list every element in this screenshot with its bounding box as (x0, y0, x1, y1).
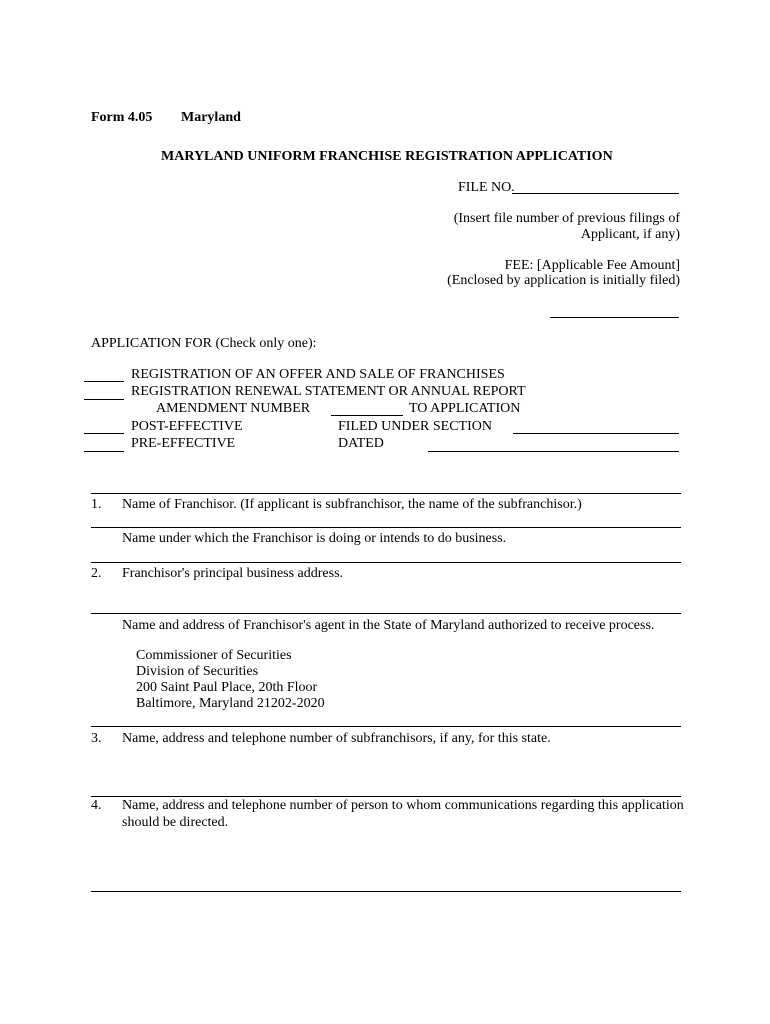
post-effective-label: POST-EFFECTIVE (131, 419, 243, 434)
dated-label: DATED (338, 436, 384, 451)
item2-sub-answer-line[interactable] (91, 726, 681, 727)
dated-field[interactable] (428, 451, 679, 452)
item1-number: 1. (91, 497, 102, 512)
option-renewal: REGISTRATION RENEWAL STATEMENT OR ANNUAL REPORT (131, 384, 526, 399)
agent-line1: Commissioner of Securities (136, 648, 292, 663)
agent-line2: Division of Securities (136, 664, 259, 679)
checkbox-renewal[interactable] (84, 399, 124, 400)
checkbox-registration[interactable] (84, 381, 124, 382)
file-note-line1: (Insert file number of previous filings of (453, 211, 680, 226)
item3-text: Name, address and telephone number of subfranchisors, if any, for this state. (122, 731, 551, 746)
item1-sub-text: Name under which the Franchisor is doing or intends to do business. (122, 531, 507, 546)
agent-line3: 200 Saint Paul Place, 20th Floor (136, 680, 318, 695)
amendment-number-field[interactable] (331, 415, 403, 416)
file-note-line2: Applicant, if any) (580, 227, 680, 242)
item1-sub-answer-line[interactable] (91, 562, 681, 563)
file-no-label: FILE NO. (458, 180, 515, 195)
pre-effective-label: PRE-EFFECTIVE (131, 436, 236, 451)
section-divider (91, 493, 681, 494)
checkbox-pre-effective[interactable] (84, 451, 124, 452)
amendment-label: AMENDMENT NUMBER (156, 401, 311, 416)
item1-text: Name of Franchisor. (If applicant is subfranchisor, the name of the subfranchisor.) (122, 497, 582, 512)
agent-line4: Baltimore, Maryland 21202-2020 (136, 696, 325, 711)
item4-number: 4. (91, 798, 102, 813)
item4-answer-line[interactable] (91, 891, 681, 892)
page-title: MARYLAND UNIFORM FRANCHISE REGISTRATION APPLICATION (161, 149, 613, 164)
filed-under-section-field[interactable] (513, 433, 679, 434)
form-state: Maryland (181, 110, 241, 125)
to-application-label: TO APPLICATION (409, 401, 521, 416)
item2-sub-text: Name and address of Franchisor's agent in the State of Maryland authorized to receive process. (122, 618, 655, 633)
item4-text-line2: should be directed. (122, 815, 229, 830)
item4-text-line1: Name, address and telephone number of person to whom communications regarding this application (122, 798, 684, 813)
item1-answer-line[interactable] (91, 527, 681, 528)
form-number: Form 4.05 (91, 110, 153, 125)
option-registration: REGISTRATION OF AN OFFER AND SALE OF FRANCHISES (131, 367, 505, 382)
item2-answer-line[interactable] (91, 613, 681, 614)
checkbox-post-effective[interactable] (84, 433, 124, 434)
file-no-field[interactable] (512, 193, 679, 194)
signature-field[interactable] (550, 317, 679, 318)
item2-number: 2. (91, 566, 102, 581)
item3-answer-line[interactable] (91, 796, 681, 797)
item2-text: Franchisor's principal business address. (122, 566, 344, 581)
filed-under-section-label: FILED UNDER SECTION (338, 419, 492, 434)
application-heading: APPLICATION FOR (Check only one): (91, 336, 317, 351)
item3-number: 3. (91, 731, 102, 746)
fee-note: (Enclosed by application is initially filed) (447, 273, 680, 288)
fee-label: FEE: [Applicable Fee Amount] (504, 258, 680, 273)
